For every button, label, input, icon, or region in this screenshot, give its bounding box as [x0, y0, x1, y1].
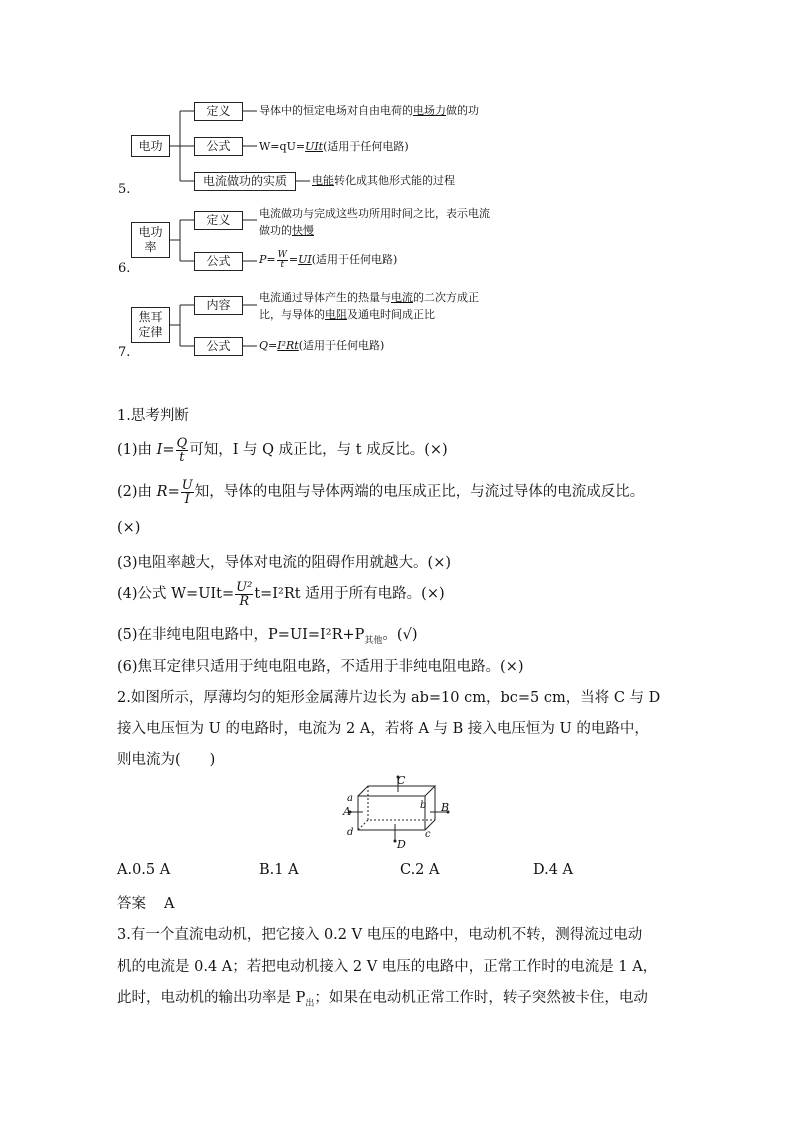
judgement-mark: (×)	[117, 520, 141, 536]
question-3-line: 机的电流是 0.4 A；若把电动机接入 2 V 电压的电路中，正常工作时的电流是 1 A，	[117, 959, 658, 975]
branch-label: 内容	[194, 296, 243, 315]
section-number: 5.	[118, 182, 131, 197]
answer-line	[117, 892, 174, 913]
judgement-item-2: (2)由 R= $\frac{U}{I}$ 知，导体的电阻与导体两端的电压成正比，与流过导体的电流成反比。	[117, 477, 645, 507]
section-title: 1.思考判断	[117, 408, 189, 424]
branch-text: 导体中的恒定电场对自由电荷的电场力做的功	[259, 104, 479, 117]
branch-label: 公式	[194, 137, 243, 156]
option-a: A.0.5 A	[117, 862, 171, 878]
branch-label: 公式	[194, 337, 243, 356]
plate-top-face	[358, 786, 435, 796]
option-b: B.1 A	[259, 862, 299, 878]
label-A: A	[343, 805, 351, 818]
branch-label: 定义	[194, 102, 243, 121]
label-C: C	[397, 774, 406, 787]
answer-label: 答案	[117, 896, 146, 912]
plate-front-face	[358, 796, 425, 830]
judgement-item-5: (5)在非纯电阻电路中，$P=UI=I^2R+P_{其他}$。(√)	[117, 627, 418, 646]
option-d: D.4 A	[533, 862, 574, 878]
judgement-item-4: (4)公式 W=UIt= $\frac{\text{U²}}{R}$ t=I²Rt 适用于所有电路。(×)	[117, 579, 445, 609]
option-c: C.2 A	[400, 862, 440, 878]
branch-label: 电流做功的实质	[194, 172, 296, 191]
label-D: D	[397, 838, 406, 851]
label-B: B	[441, 801, 450, 814]
branch-text: P= $\frac{W}{t}$ =UI(适用于任何电路)	[259, 249, 398, 270]
label-b: b	[420, 800, 427, 811]
branch-text: 电流做功与完成这些功所用时间之比，表示电流 做功的快慢	[259, 207, 490, 237]
branch-label: 定义	[194, 211, 243, 230]
branch-text: 电能转化成其他形式能的过程	[312, 174, 455, 187]
section-number: 7.	[118, 345, 131, 360]
judgement-item-6: (6)焦耳定律只适用于纯电阻电路，不适用于非纯电阻电路。(×)	[117, 659, 524, 675]
branch-text: Q=I²Rt(适用于任何电路)	[259, 339, 385, 352]
plate-right-face	[425, 786, 435, 830]
judgement-item-1: (1)由 I= $\frac{Q}{t}$ 可知，I 与 Q 成正比，与 t 成反比。(×)	[117, 435, 448, 465]
branch-label: 公式	[194, 252, 243, 271]
section-number: 6.	[118, 261, 131, 276]
mindmap-root: 电功率	[131, 222, 170, 258]
label-c: c	[425, 829, 431, 840]
branch-text: 电流通过导体产生的热量与电流的二次方成正 比，与导体的电阻及通电时间成正比	[259, 291, 479, 321]
judgement-item-3: (3)电阻率越大，导体对电流的阻碍作用就越大。(×)	[117, 555, 452, 571]
label-a: a	[347, 793, 353, 804]
answer-value: A	[164, 896, 175, 912]
mindmap-root: 焦耳定律	[131, 307, 170, 343]
mindmap-root: 电功	[131, 135, 170, 157]
branch-text: W=qU=UIt(适用于任何电路)	[259, 140, 409, 153]
question-2-line: 接入电压恒为 U 的电路时，电流为 2 A，若将 A 与 B 接入电压恒为 U 的电路中，	[117, 721, 649, 737]
label-d: d	[347, 827, 354, 838]
question-3-line: 此时，电动机的输出功率是 $P_出$；如果在电动机正常工作时，转子突然被卡住，电动	[117, 990, 648, 1009]
question-2-line: 则电流为( )	[117, 752, 216, 768]
question-3-line: 3.有一个直流电动机，把它接入 0.2 V 电压的电路中，电动机不转，测得流过电动	[117, 927, 643, 943]
question-2-line: 2.如图所示，厚薄均匀的矩形金属薄片边长为 ab=10 cm，bc=5 cm，当将 C 与 D	[117, 690, 661, 706]
